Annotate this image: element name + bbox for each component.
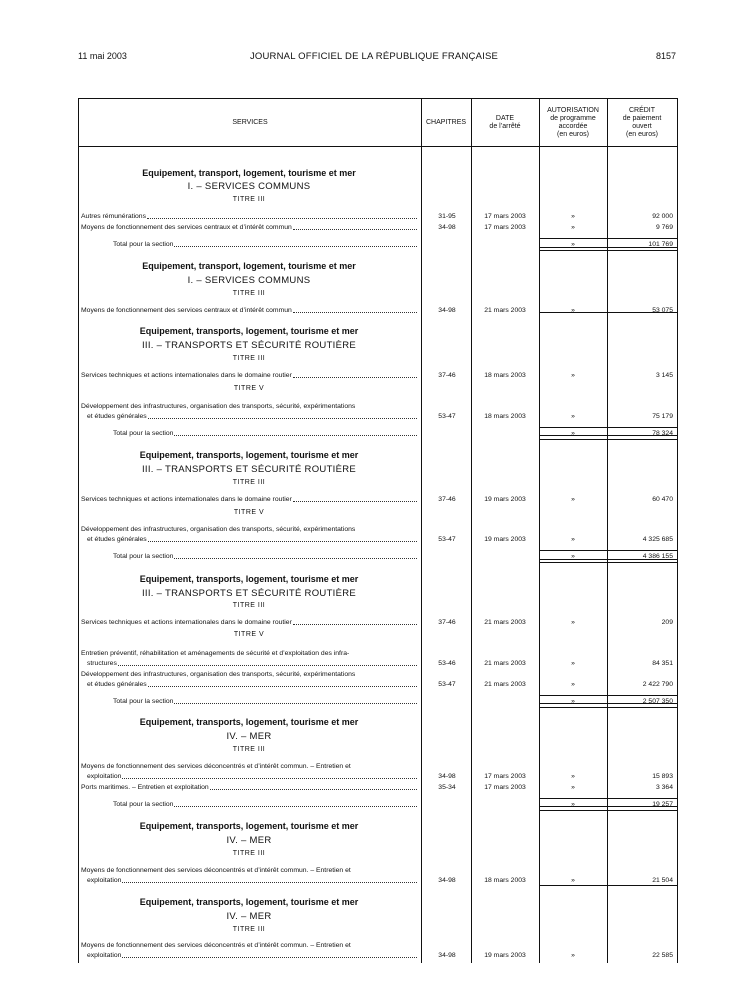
- credit-cell: 19 257: [652, 801, 673, 808]
- credit-cell: 75 179: [652, 413, 673, 420]
- col-header-autorisation-line4: (en euros): [557, 130, 589, 138]
- ministry-heading: Equipement, transports, logement, tourisme et mer: [139, 450, 359, 460]
- autorisation-cell: »: [571, 952, 575, 959]
- leader-dots: [148, 411, 417, 419]
- autorisation-cell: »: [571, 430, 575, 437]
- titre-heading: TITRE V: [233, 385, 265, 392]
- credit-cell: 3 145: [655, 372, 673, 379]
- total-box-bottom: [539, 439, 677, 440]
- table-row: [79, 950, 677, 961]
- row-label-text: Services techniques et actions internationales dans le domaine routier: [81, 496, 292, 503]
- chapitre-cell: 53-46: [438, 660, 456, 667]
- leader-dots: [147, 211, 417, 219]
- leader-dots: [148, 679, 417, 687]
- date-cell: 21 mars 2003: [484, 307, 526, 314]
- leader-dots: [174, 551, 417, 559]
- table-row: [79, 370, 677, 381]
- col-header-autorisation-line3: accordée: [558, 122, 588, 130]
- table-row: [79, 305, 677, 316]
- leader-dots: [293, 222, 417, 230]
- row-label-line1: Moyens de fonctionnement des services déconcentrés et d’intérêt commun. – Entretien et: [81, 867, 351, 874]
- row-label-text: Services techniques et actions internationales dans le domaine routier: [81, 619, 292, 626]
- row-label-text: exploitation: [87, 773, 122, 780]
- chapitre-cell: 37-46: [438, 372, 456, 379]
- date-cell: 17 mars 2003: [484, 213, 526, 220]
- row-label-text: exploitation: [87, 952, 122, 959]
- table-row: [79, 658, 677, 669]
- date-cell: 21 mars 2003: [484, 660, 526, 667]
- titre-heading: TITRE III: [232, 355, 266, 362]
- total-label-text: Total pour la section: [113, 241, 174, 248]
- credit-cell: 21 504: [652, 877, 673, 884]
- chapitre-cell: 35-34: [438, 784, 456, 791]
- leader-dots: [293, 305, 417, 313]
- table-row: [79, 679, 677, 690]
- col-header-date-line2: de l’arrêté: [489, 122, 521, 130]
- credit-cell: 2 507 350: [642, 698, 673, 705]
- col-header-autorisation-line2: de programme: [550, 114, 596, 122]
- service-heading: IV. – MER: [226, 835, 272, 846]
- autorisation-cell: »: [571, 413, 575, 420]
- row-label: [81, 222, 417, 233]
- credit-cell: 92 000: [652, 213, 673, 220]
- row-label: [87, 679, 417, 690]
- col-header-autorisation-line1: AUTORISATION: [547, 106, 599, 114]
- row-label-line1: Développement des infrastructures, organisation des transports, sécurité, expérimentations: [81, 526, 356, 533]
- total-label-text: Total pour la section: [113, 430, 174, 437]
- chapitre-cell: 37-46: [438, 619, 456, 626]
- credit-cell: 4 325 685: [642, 536, 673, 543]
- ministry-heading: Equipement, transports, logement, tourisme et mer: [139, 821, 359, 831]
- col-header-credit-line2: de paiement: [622, 114, 662, 122]
- date-cell: 17 mars 2003: [484, 773, 526, 780]
- leader-dots: [293, 370, 417, 378]
- row-label: [81, 370, 417, 381]
- leader-dots: [122, 771, 417, 779]
- total-label: [113, 428, 417, 439]
- total-label: [113, 551, 417, 562]
- leader-dots: [174, 239, 417, 247]
- credit-cell: 60 470: [652, 496, 673, 503]
- leader-dots: [293, 617, 417, 625]
- row-label-text: et études générales: [87, 536, 147, 543]
- autorisation-cell: »: [571, 553, 575, 560]
- row-label-text: Autres rémunérations: [81, 213, 146, 220]
- row-label-text: et études générales: [87, 413, 147, 420]
- autorisation-cell: »: [571, 773, 575, 780]
- col-header-credit-line1: CRÉDIT: [628, 106, 656, 114]
- row-label: [87, 771, 417, 782]
- col-header-credit-line4: (en euros): [626, 130, 658, 138]
- col-header-chapitres-label: CHAPITRES: [425, 118, 467, 126]
- credit-cell: 4 386 155: [642, 553, 673, 560]
- table-row: [79, 875, 677, 886]
- col-header-services-label: SERVICES: [232, 118, 268, 126]
- row-label-text: Services techniques et actions internationales dans le domaine routier: [81, 372, 292, 379]
- autorisation-cell: »: [571, 241, 575, 248]
- autorisation-cell: »: [571, 536, 575, 543]
- chapitre-cell: 53-47: [438, 413, 456, 420]
- table-row: [79, 211, 677, 222]
- row-label-line1: Développement des infrastructures, organisation des transports, sécurité, expérimentations: [81, 671, 356, 678]
- ministry-heading: Equipement, transport, logement, tourisme et mer: [142, 168, 356, 178]
- total-label-text: Total pour la section: [113, 553, 174, 560]
- autorisation-cell: »: [571, 698, 575, 705]
- date-cell: 17 mars 2003: [484, 224, 526, 231]
- chapitre-cell: 34-98: [438, 224, 456, 231]
- total-box-bottom: [539, 707, 677, 708]
- date-cell: 18 mars 2003: [484, 372, 526, 379]
- row-label: [87, 411, 417, 422]
- total-row: [79, 799, 677, 810]
- row-label: [81, 494, 417, 505]
- row-label-text: Moyens de fonctionnement des services centraux et d’intérêt commun: [81, 307, 292, 314]
- total-row: [79, 428, 677, 439]
- row-label-text: Moyens de fonctionnement des services centraux et d’intérêt commun: [81, 224, 292, 231]
- service-heading: I. – SERVICES COMMUNS: [187, 181, 311, 192]
- service-heading: III. – TRANSPORTS ET SÉCURITÉ ROUTIÈRE: [141, 340, 357, 351]
- date-cell: 19 mars 2003: [484, 952, 526, 959]
- total-label: [113, 239, 417, 250]
- ministry-heading: Equipement, transports, logement, tourisme et mer: [139, 326, 359, 336]
- leader-dots: [122, 875, 417, 883]
- credit-cell: 2 422 790: [642, 681, 673, 688]
- autorisation-cell: »: [571, 307, 575, 314]
- chapitre-cell: 37-46: [438, 496, 456, 503]
- row-label-line1: Moyens de fonctionnement des services déconcentrés et d’intérêt commun. – Entretien et: [81, 942, 351, 949]
- titre-heading: TITRE III: [232, 926, 266, 933]
- credit-cell: 78 324: [652, 430, 673, 437]
- total-box-top: [539, 238, 677, 239]
- column-header-row: [79, 99, 677, 147]
- total-label: [113, 696, 417, 707]
- chapitre-cell: 34-98: [438, 307, 456, 314]
- ministry-heading: Equipement, transports, logement, tourisme et mer: [139, 717, 359, 727]
- table-row: [79, 222, 677, 233]
- table-row: [79, 494, 677, 505]
- total-label-text: Total pour la section: [113, 698, 174, 705]
- row-label: [87, 534, 417, 545]
- page-number: 8157: [655, 51, 676, 61]
- total-box-top: [539, 695, 677, 696]
- row-label: [87, 658, 417, 669]
- credit-cell: 9 769: [655, 224, 673, 231]
- leader-dots: [148, 534, 417, 542]
- date-cell: 19 mars 2003: [484, 536, 526, 543]
- service-heading: IV. – MER: [226, 731, 272, 742]
- total-row: [79, 239, 677, 250]
- total-label-text: Total pour la section: [113, 801, 174, 808]
- titre-heading: TITRE III: [232, 196, 266, 203]
- ministry-heading: Equipement, transport, logement, tourisme et mer: [142, 261, 356, 271]
- autorisation-cell: »: [571, 681, 575, 688]
- leader-dots: [293, 494, 417, 502]
- chapitre-cell: 34-98: [438, 877, 456, 884]
- col-header-services: [79, 99, 421, 146]
- titre-heading: TITRE III: [232, 850, 266, 857]
- service-heading: III. – TRANSPORTS ET SÉCURITÉ ROUTIÈRE: [141, 588, 357, 599]
- autorisation-cell: »: [571, 660, 575, 667]
- row-label-text: exploitation: [87, 877, 122, 884]
- autorisation-cell: »: [571, 372, 575, 379]
- autorisation-cell: »: [571, 877, 575, 884]
- total-box-top: [539, 798, 677, 799]
- row-label-line1: Développement des infrastructures, organisation des transports, sécurité, expérimentations: [81, 403, 356, 410]
- chapitre-cell: 31-95: [438, 213, 456, 220]
- row-label-line1: Moyens de fonctionnement des services déconcentrés et d’intérêt commun. – Entretien et: [81, 763, 351, 770]
- row-label: [87, 950, 417, 961]
- date-cell: 21 mars 2003: [484, 681, 526, 688]
- leader-dots: [174, 428, 417, 436]
- titre-heading: TITRE III: [232, 602, 266, 609]
- chapitre-cell: 53-47: [438, 681, 456, 688]
- row-label-line1: Entretien préventif, réhabilitation et aménagements de sécurité et d’exploitation des infra-: [81, 650, 350, 657]
- credit-cell: 209: [661, 619, 673, 626]
- credit-cell: 84 351: [652, 660, 673, 667]
- table-row: [79, 617, 677, 628]
- date-cell: 17 mars 2003: [484, 784, 526, 791]
- row-label-text: et études générales: [87, 681, 147, 688]
- date-cell: 18 mars 2003: [484, 877, 526, 884]
- autorisation-cell: »: [571, 496, 575, 503]
- titre-heading: TITRE III: [232, 746, 266, 753]
- total-box-bottom: [539, 250, 677, 251]
- credit-cell: 101 769: [648, 241, 673, 248]
- col-header-credit-line3: ouvert: [632, 122, 652, 130]
- service-heading: III. – TRANSPORTS ET SÉCURITÉ ROUTIÈRE: [141, 464, 357, 475]
- leader-dots: [118, 658, 417, 666]
- service-heading: I. – SERVICES COMMUNS: [187, 275, 311, 286]
- date-cell: 21 mars 2003: [484, 619, 526, 626]
- credit-cell: 3 364: [655, 784, 673, 791]
- autorisation-cell: »: [571, 619, 575, 626]
- ministry-heading: Equipement, transports, logement, tourisme et mer: [139, 574, 359, 584]
- total-box-top: [539, 427, 677, 428]
- total-box-bottom: [539, 562, 677, 563]
- chapitre-cell: 34-98: [438, 773, 456, 780]
- titre-heading: TITRE III: [232, 290, 266, 297]
- row-label: [81, 211, 417, 222]
- credit-cell: 53 075: [652, 307, 673, 314]
- total-label: [113, 799, 417, 810]
- date-cell: 19 mars 2003: [484, 496, 526, 503]
- credit-cell: 15 893: [652, 773, 673, 780]
- chapitre-cell: 53-47: [438, 536, 456, 543]
- date-cell: 18 mars 2003: [484, 413, 526, 420]
- titre-heading: TITRE III: [232, 479, 266, 486]
- col-header-autorisation: [539, 99, 607, 146]
- table-row: [79, 411, 677, 422]
- credits-table: [78, 98, 678, 963]
- total-row: [79, 551, 677, 562]
- autorisation-cell: »: [571, 801, 575, 808]
- table-row: [79, 782, 677, 793]
- col-header-credit: [607, 99, 677, 146]
- leader-dots: [174, 799, 417, 807]
- row-label-text: Ports maritimes. – Entretien et exploitation: [81, 784, 209, 791]
- row-label: [81, 782, 417, 793]
- autorisation-cell: »: [571, 213, 575, 220]
- table-row: [79, 771, 677, 782]
- journal-title: JOURNAL OFFICIEL DE LA RÉPUBLIQUE FRANÇAISE: [249, 51, 499, 62]
- titre-heading: TITRE V: [233, 509, 265, 516]
- row-label: [81, 305, 417, 316]
- total-box-bottom: [539, 810, 677, 811]
- row-label: [87, 875, 417, 886]
- leader-dots: [122, 950, 417, 958]
- row-label-text: structures: [87, 660, 117, 667]
- col-header-date-line1: DATE: [495, 114, 515, 122]
- total-box-top: [539, 550, 677, 551]
- total-row: [79, 696, 677, 707]
- autorisation-cell: »: [571, 224, 575, 231]
- row-label: [81, 617, 417, 628]
- credit-cell: 22 585: [652, 952, 673, 959]
- titre-heading: TITRE V: [233, 631, 265, 638]
- service-heading: IV. – MER: [226, 911, 272, 922]
- chapitre-cell: 34-98: [438, 952, 456, 959]
- ministry-heading: Equipement, transports, logement, tourisme et mer: [139, 897, 359, 907]
- autorisation-cell: »: [571, 784, 575, 791]
- col-header-date: [471, 99, 539, 146]
- leader-dots: [174, 696, 417, 704]
- col-header-chapitres: [421, 99, 471, 146]
- header-date: 11 mai 2003: [78, 51, 127, 61]
- leader-dots: [210, 782, 417, 790]
- table-row: [79, 534, 677, 545]
